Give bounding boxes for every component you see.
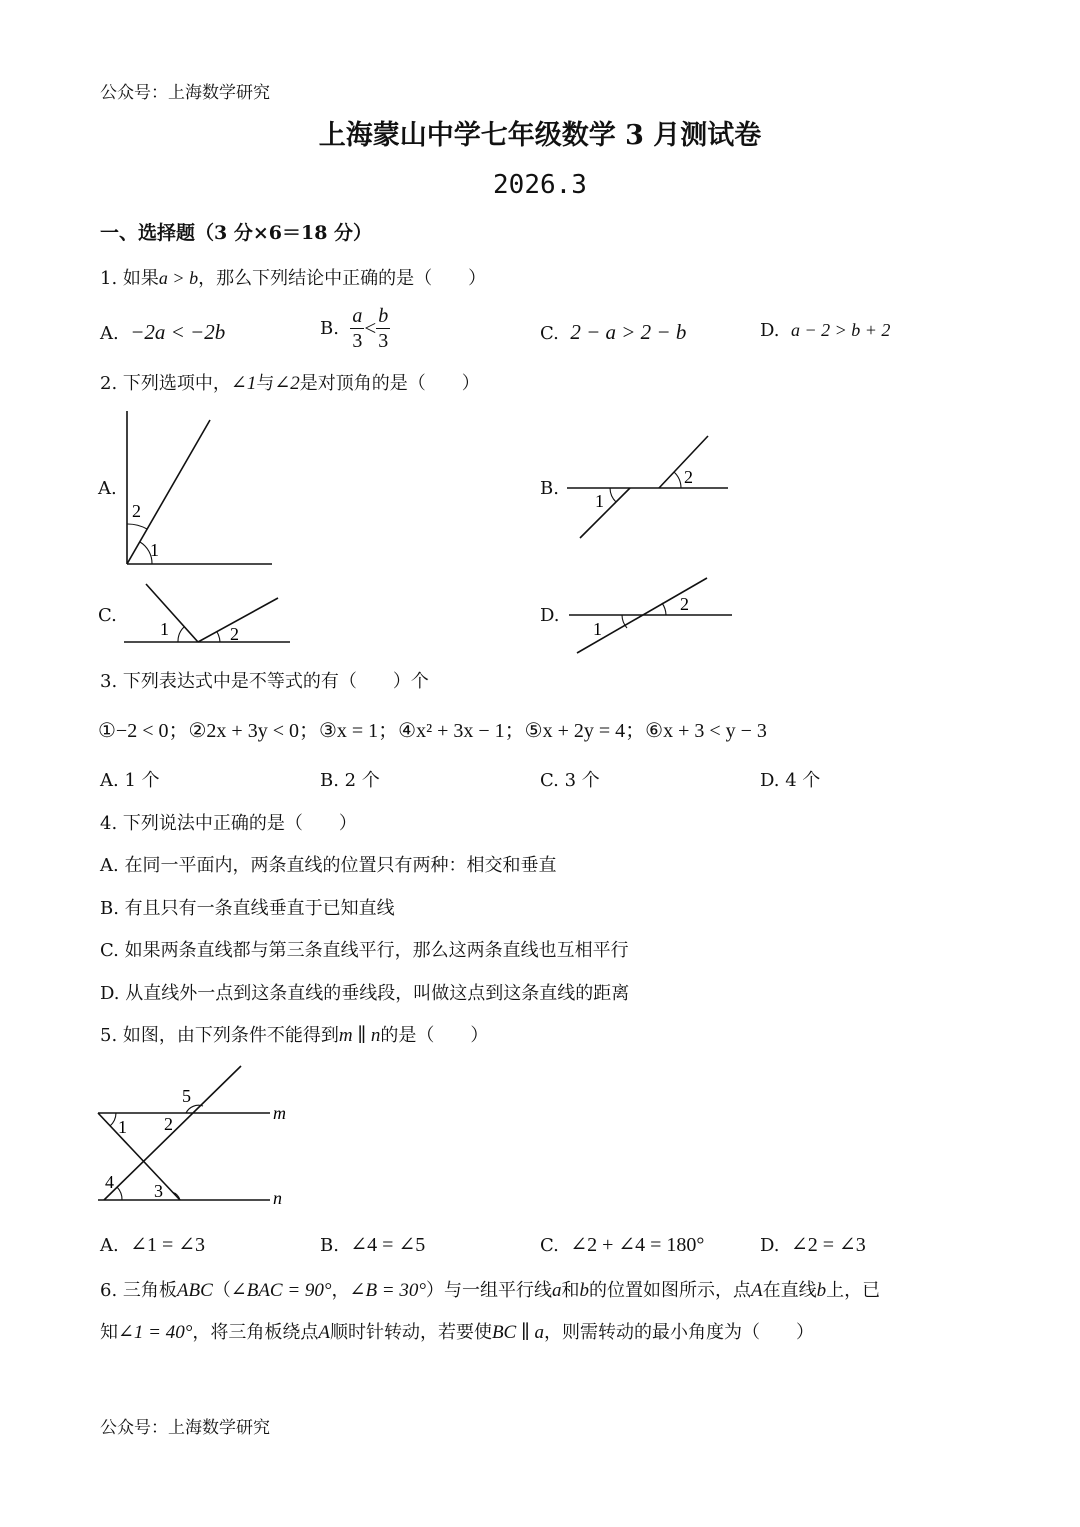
q2-d-label-1: 1 [593, 619, 602, 639]
q2-option-d[interactable]: D. [540, 605, 560, 626]
option-label: A. [100, 1235, 119, 1256]
question-3: 3. 下列表达式中是不等式的有（ ）个 [100, 671, 429, 692]
q2-pre: 2. 下列选项中， [100, 373, 231, 394]
q1-pre: 如果 [122, 268, 159, 289]
q1-number: 1. [100, 268, 118, 289]
q1-option-b[interactable] [320, 306, 390, 351]
q1-a-expr: −2a < −2b [130, 320, 226, 344]
q2-post: 是对顶角的是（ ） [299, 373, 480, 394]
q1-option-a[interactable] [100, 320, 225, 345]
q2-angle1: ∠1 [230, 373, 257, 394]
q2-b-label-2: 2 [684, 467, 693, 487]
q5-label-n: n [273, 1188, 282, 1208]
q2-figure-c [118, 578, 298, 648]
q1-option-c[interactable] [540, 320, 686, 345]
q5-option-a[interactable] [100, 1232, 205, 1257]
q5-c-expr: ∠2 + ∠4 = 180° [570, 1234, 705, 1256]
question-5 [100, 1021, 488, 1047]
q2-a-label-2: 2 [132, 501, 141, 521]
q5-a-expr: ∠1 = ∠3 [130, 1234, 205, 1256]
q4-option-d[interactable]: D. 从直线外一点到这条直线的垂线段，叫做这点到这条直线的距离 [100, 983, 630, 1004]
q1-option-d[interactable] [760, 320, 890, 341]
q1-b-frac-a: $\frac{a}{3}$ [352, 305, 363, 352]
q2-mid: 与 [256, 373, 275, 394]
q3-items: ①−2 < 0；②2x + 3y < 0；③x = 1；④x² + 3x − 1；⑤x + 2y = 4；⑥x + 3 < y − 3 [98, 720, 767, 742]
q5-label-4: 4 [105, 1172, 114, 1192]
q3-option-c[interactable]: C. 3 个 [540, 770, 600, 791]
q2-figure-d [565, 572, 740, 660]
footer-account: 公众号：上海数学研究 [100, 1418, 270, 1438]
question-2 [100, 369, 480, 395]
option-label: D. [760, 1235, 780, 1256]
option-label: B. [320, 1235, 339, 1256]
q5-label-1: 1 [118, 1117, 127, 1137]
q1-b-frac-b: $\frac{b}{3}$ [378, 305, 389, 352]
q1-b-lt: < [364, 316, 377, 340]
q2-figure-a [110, 405, 290, 575]
q2-option-a[interactable]: A. [98, 478, 117, 499]
q5-b-expr: ∠4 = ∠5 [350, 1234, 426, 1256]
q2-c-label-2: 2 [230, 624, 239, 644]
question-1 [100, 264, 486, 290]
q2-c-label-1: 1 [160, 619, 169, 639]
exam-date: 2026.3 [493, 170, 587, 200]
q2-option-c[interactable]: C. [98, 605, 117, 626]
q5-option-d[interactable] [760, 1232, 866, 1257]
q5-pre: 5. 如图，由下列条件不能得到 [100, 1025, 339, 1046]
q5-label-5: 5 [182, 1086, 191, 1106]
q1-post: ，那么下列结论中正确的是（ ） [198, 268, 487, 289]
option-label: D. [760, 320, 780, 341]
section-heading: 一、选择题（3 分×6＝18 分） [100, 222, 373, 244]
q4-option-a[interactable]: A. 在同一平面内，两条直线的位置只有两种：相交和垂直 [100, 855, 557, 876]
q4-option-c[interactable]: C. 如果两条直线都与第三条直线平行，那么这两条直线也互相平行 [100, 940, 629, 961]
q5-label-3: 3 [154, 1181, 163, 1201]
q5-option-c[interactable] [540, 1232, 704, 1257]
q2-b-label-1: 1 [595, 491, 604, 511]
q3-option-d[interactable]: D. 4 个 [760, 770, 821, 791]
q3-option-a[interactable]: A. 1 个 [100, 770, 160, 791]
question-6-line-1: 6. 三角板ABC（∠BAC = 90°，∠B = 30°）与一组平行线a和b的位置如图所示，点A在直线b上，已 [100, 1280, 881, 1301]
page-title: 上海蒙山中学七年级数学 3 月测试卷 [318, 120, 762, 151]
q5-d-expr: ∠2 = ∠3 [790, 1234, 866, 1256]
q5-label-2: 2 [164, 1114, 173, 1134]
q2-figure-b [560, 430, 740, 545]
option-label: A. [100, 323, 119, 344]
option-label: C. [540, 323, 559, 344]
q1-d-expr: a − 2 > b + 2 [790, 320, 891, 340]
q5-expr: m ∥ n [338, 1025, 381, 1046]
q2-d-label-2: 2 [680, 594, 689, 614]
option-label: B. [320, 318, 339, 339]
question-4: 4. 下列说法中正确的是（ ） [100, 813, 357, 834]
q4-option-b[interactable]: B. 有且只有一条直线垂直于已知直线 [100, 898, 395, 919]
q5-option-b[interactable] [320, 1232, 425, 1257]
q1-condition: a > b [158, 268, 199, 288]
q1-c-expr: 2 − a > 2 − b [570, 320, 687, 344]
option-label: C. [540, 1235, 559, 1256]
q2-a-label-1: 1 [150, 540, 159, 560]
q5-figure [90, 1060, 300, 1210]
question-6-line-2: 知∠1 = 40°，将三角板绕点A顺时针转动，若要使BC ∥ a，则需转动的最小角度为（ ） [100, 1322, 815, 1343]
q2-option-b[interactable]: B. [540, 478, 559, 499]
header-account: 公众号：上海数学研究 [100, 83, 270, 103]
q2-angle2: ∠2 [274, 373, 300, 394]
q3-option-b[interactable]: B. 2 个 [320, 770, 380, 791]
q5-post: 的是（ ） [380, 1025, 489, 1046]
q5-label-m: m [273, 1103, 286, 1123]
